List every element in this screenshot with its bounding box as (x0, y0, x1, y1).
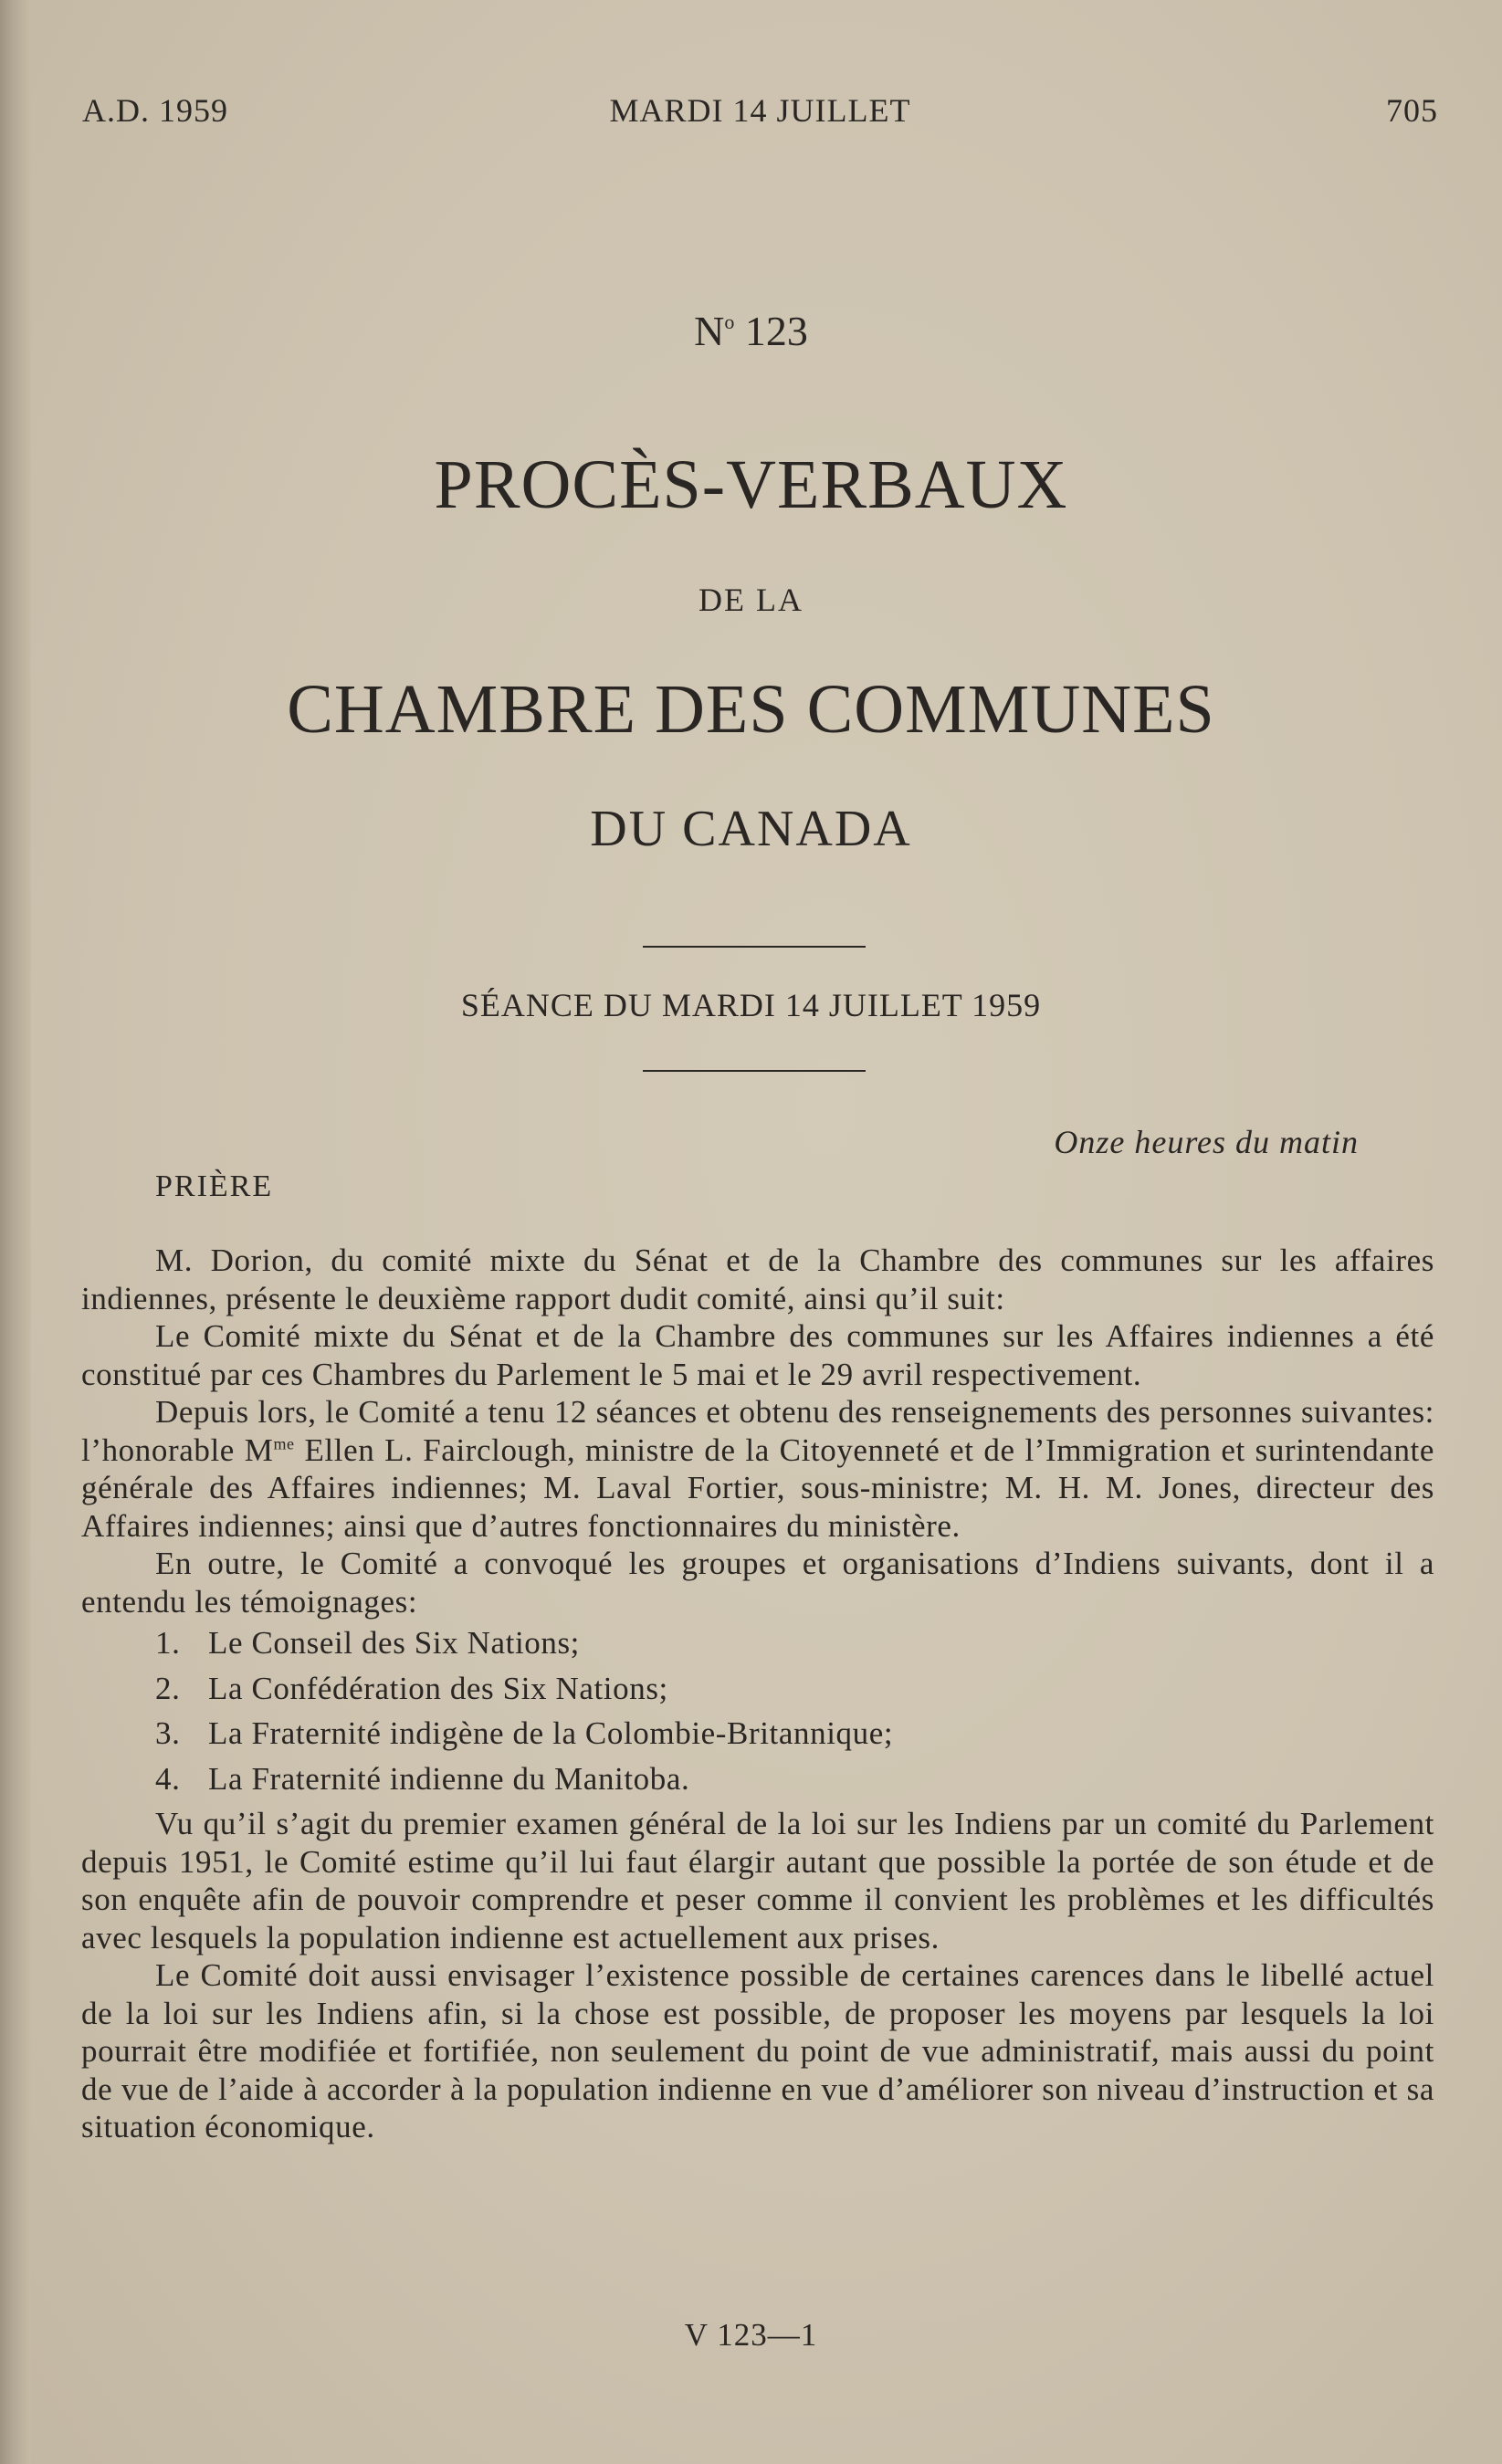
session-heading: SÉANCE DU MARDI 14 JUILLET 1959 (460, 987, 1042, 1023)
issue-number-prefix: N (694, 308, 725, 354)
divider-top (643, 946, 866, 948)
groups-list (81, 1624, 1434, 1798)
paragraph-text: Ellen L. Fairclough, ministre de la Citoyenneté et de l’Immigration et surintendante générale des Affaires indiennes; M. Laval Fortier, sous-ministre; M. H. M. Jones, directeur des Affaires indiennes; ainsi que d’autres fonctionnaires du ministère. (81, 1431, 1435, 1544)
running-head (82, 91, 1438, 137)
list-item (81, 1624, 1434, 1662)
list-item-number: 1. (155, 1625, 181, 1661)
signature-mark: V 123—1 (684, 2317, 818, 2353)
list-item-text: La Fraternité indienne du Manitoba. (208, 1760, 690, 1797)
list-item-number: 4. (155, 1760, 181, 1797)
paragraph: M. Dorion, du comité mixte du Sénat et de la Chambre des communes sur les affaires indiennes, présente le deuxième rapport dudit comité, ainsi qu’il suit: (81, 1242, 1434, 1316)
list-item (81, 1670, 1434, 1708)
title-abbreviation: me (273, 1433, 295, 1452)
chamber-title: CHAMBRE DES COMMUNES (287, 671, 1215, 748)
list-item-text: Le Conseil des Six Nations; (208, 1625, 581, 1661)
paragraph (81, 1393, 1434, 1545)
document-title: PROCÈS-VERBAUX (434, 446, 1068, 523)
list-item (81, 1714, 1434, 1753)
list-item (81, 1760, 1434, 1798)
body-text (81, 1242, 1434, 2146)
paragraph: Le Comité doit aussi envisager l’existence possible de certaines carences dans le libellé actuel de la loi sur les Indiens afin, si la chose est possible, de proposer les moyens par lesquels la loi pourrait être modifiée et fortifiée, non seulement du point de vue administratif, mais aussi du point de vue de l’aide à accorder à la population indienne en vue d’améliorer son niveau d’instruction et sa situation économique. (81, 1957, 1434, 2144)
page-number: 705 (1386, 92, 1438, 129)
paragraph: Vu qu’il s’agit du premier examen général de la loi sur les Indiens par un comité du Parlement depuis 1951, le Comité estime qu’il lui faut élargir autant que possible la portée de son étude et de son enquête afin de pouvoir comprendre et peser comme il convient les problèmes et les difficultés avec lesquels la population indienne est actuellement aux prises. (81, 1806, 1434, 1955)
list-item-number: 2. (155, 1670, 181, 1706)
issue-number-superscript: o (724, 310, 735, 333)
issue-number (0, 307, 1502, 355)
title-connector: DE LA (698, 582, 804, 618)
divider-bottom (643, 1070, 866, 1072)
session-time: Onze heures du matin (1054, 1124, 1359, 1160)
running-head-date: MARDI 14 JUILLET (609, 92, 911, 129)
list-item-text: La Fraternité indigène de la Colombie-Britannique; (208, 1715, 894, 1751)
binding-spine (0, 0, 31, 2464)
issue-number-value: 123 (744, 308, 808, 354)
list-item-number: 3. (155, 1715, 181, 1751)
paragraph: En outre, le Comité a convoqué les groupes et organisations d’Indiens suivants, dont il a entendu les témoignages: (81, 1546, 1434, 1620)
country-title: DU CANADA (590, 801, 912, 857)
paragraph: Le Comité mixte du Sénat et de la Chambre des communes sur les Affaires indiennes a été constitué par ces Chambres du Parlement le 5 mai et le 29 avril respectivement. (81, 1318, 1434, 1392)
prayer-heading: PRIÈRE (155, 1169, 274, 1203)
running-head-year: A.D. 1959 (82, 92, 228, 129)
list-item-text: La Confédération des Six Nations; (208, 1670, 668, 1706)
paragraph-text: Depuis lors, le Comité a tenu 12 séances et obtenu des renseignements des personnes suivantes: l’honorable M (81, 1394, 1434, 1468)
